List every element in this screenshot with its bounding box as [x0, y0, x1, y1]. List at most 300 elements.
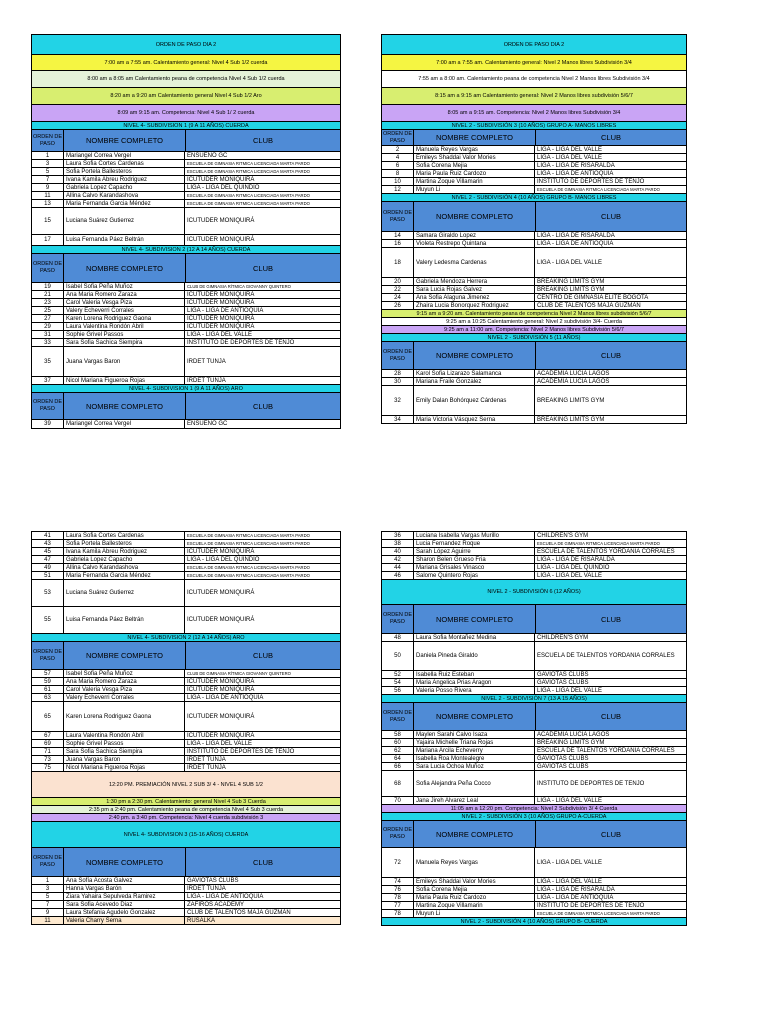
schedule-banner: 9:15 am a 9:20 am. Calentamiento peana de competencia Nivel 2 Manos libres subdivisión 5/6/7	[381, 309, 687, 317]
table-row	[31, 191, 341, 199]
club-cell: LIGA - LIGA DEL VALLE	[187, 331, 253, 338]
club-cell: LIGA - LIGA DEL VALLE	[537, 154, 603, 161]
order-cell: 78	[382, 910, 414, 917]
club-cell: ICUTUDER MONIQUIRÁ	[187, 299, 255, 306]
table-row	[381, 185, 687, 193]
table-row	[31, 731, 341, 739]
table-row	[381, 901, 687, 909]
club-cell: ESCUELA DE GIMNASIA RITMICA LICENCIADA MARTA PARDO	[537, 911, 660, 916]
table-row	[31, 739, 341, 747]
column-header-row	[31, 847, 341, 876]
order-cell: 31	[32, 331, 64, 338]
schedule-banner: 7:55 am a 8:00 am. Calentamiento peana de competencia Nivel 2 Manos libres Subdivisión 3/4	[381, 70, 687, 87]
name-cell: Mariangel Correa Vergel	[64, 420, 185, 428]
table-row	[381, 571, 687, 579]
table-bottom-border	[381, 423, 687, 424]
club-header: CLUB	[252, 651, 273, 660]
club-cell: LIGA - LIGA DEL VALLE	[187, 740, 253, 747]
table-row	[31, 547, 341, 555]
column-header-row	[31, 392, 341, 419]
table-row	[31, 763, 341, 771]
table-row	[381, 239, 687, 247]
club-cell: ENSUEÑO GC	[187, 152, 228, 159]
table-row	[31, 685, 341, 693]
order-cell: 40	[382, 548, 414, 555]
schedule-banner: 9:25 am a 11:00 am. Competencia: Nivel 2 Manos libres Subdivisión 5/6/7	[381, 325, 687, 333]
club-cell: GAVIOTAS CLUBS	[537, 755, 589, 762]
club-cell: CENTRO DE GIMNASIA ELITE BOGOTA	[537, 294, 649, 301]
order-cell: 67	[32, 732, 64, 739]
order-cell: 7	[32, 901, 64, 908]
name-header: NOMBRE COMPLETO	[414, 202, 536, 231]
name-cell: Sarah López Aguirre	[414, 548, 535, 555]
table-row	[31, 322, 341, 330]
table-row	[381, 293, 687, 301]
order-cell: 9	[32, 909, 64, 916]
club-cell: BREAKING LIMITS GYM	[537, 397, 605, 404]
club-cell: ESCUELA DE GIMNASIA RITMICA LICENCIADA MARTA PARDO	[187, 193, 310, 198]
order-cell: 48	[382, 634, 414, 641]
club-cell: LIGA - LIGA DE ANTIOQUIA	[187, 307, 264, 314]
order-cell: 61	[32, 686, 64, 693]
table-row	[381, 686, 687, 694]
order-cell: 65	[32, 702, 64, 731]
club-cell: ACADEMIA LUCIA LAGOS	[537, 731, 610, 738]
order-cell: 38	[382, 540, 414, 547]
table-row	[381, 754, 687, 762]
order-cell: 17	[32, 235, 64, 245]
table-row	[31, 892, 341, 900]
schedule-banner: NIVEL 2 - SUBDIVISIÓN 4 (10 AÑOS) GRUPO B- CUERDA	[381, 917, 687, 925]
name-cell: Sara Sofia Acevedo Diaz	[64, 901, 185, 908]
club-cell: LIGA - LIGA DEL VALLE	[537, 878, 603, 885]
table-row	[381, 161, 687, 169]
order-header: ORDEN DE PASO	[382, 605, 414, 633]
order-cell: 44	[382, 564, 414, 571]
order-cell: 66	[382, 763, 414, 770]
order-header: ORDEN DE PASO	[382, 821, 414, 847]
order-header: ORDEN DE PASO	[382, 703, 414, 730]
order-cell: 20	[382, 278, 414, 285]
order-cell: 27	[32, 315, 64, 322]
table-row	[381, 847, 687, 877]
order-cell: 2	[382, 146, 414, 153]
name-cell: Ana Sofía Acosta Galvez	[64, 877, 185, 884]
club-cell: ZAFIROS ACADEMY	[187, 901, 245, 908]
table-row	[381, 415, 687, 423]
club-cell: ACADEMIA LUCIA LAGOS	[537, 370, 610, 377]
name-header: NOMBRE COMPLETO	[414, 130, 536, 145]
club-cell: IRDET TUNJA	[187, 377, 226, 384]
column-header-row	[381, 604, 687, 633]
table-row	[31, 701, 341, 731]
name-cell: Sara Sofia Sachica Siempira	[64, 748, 185, 755]
table-row	[31, 234, 341, 245]
table-row	[31, 183, 341, 191]
order-cell: 35	[32, 347, 64, 376]
order-cell: 77	[382, 902, 414, 909]
club-header: CLUB	[600, 212, 621, 221]
order-cell: 41	[32, 532, 64, 539]
table-row	[31, 884, 341, 892]
table-row	[31, 531, 341, 539]
table-row	[381, 746, 687, 754]
club-cell: INSTITUTO DE DEPORTES DE TENJO	[537, 780, 645, 787]
club-header: CLUB	[600, 351, 621, 360]
name-cell: Sharon Belen Grueso Fria	[414, 556, 535, 563]
club-cell: ICUTUDER MONIQUIRÁ	[187, 732, 255, 739]
table-row	[31, 755, 341, 763]
table-row	[31, 314, 341, 322]
name-cell: Maria Paula Ruiz Cardozo	[414, 894, 535, 901]
order-cell: 1	[32, 152, 64, 159]
club-header: CLUB	[252, 136, 273, 145]
order-header: ORDEN DE PASO	[382, 342, 414, 369]
order-cell: 25	[32, 307, 64, 314]
order-cell: 10	[382, 178, 414, 185]
club-cell: GAVIOTAS CLUBS	[537, 679, 589, 686]
name-cell: Valeria Posso Rivera	[414, 687, 535, 694]
order-cell: 69	[32, 740, 64, 747]
club-cell: ICUTUDER MONIQUIRÁ	[187, 548, 255, 555]
table-row	[381, 877, 687, 885]
table-row	[381, 547, 687, 555]
club-cell: LIGA - LIGA DEL VALLE	[537, 687, 603, 694]
order-cell: 5	[32, 168, 64, 175]
name-cell: Zhaira Lucia Bonorquez Rodriguez	[414, 302, 535, 309]
name-cell: Muyun Li	[414, 186, 535, 193]
column-header-row	[381, 129, 687, 145]
club-cell: IRDET TUNJA	[187, 764, 226, 771]
name-cell: Juana Vargas Baron	[64, 756, 185, 763]
name-cell: Muyun Li	[414, 910, 535, 917]
table-row	[381, 247, 687, 277]
club-cell: INSTITUTO DE DEPORTES DE TENJO	[537, 902, 645, 909]
order-cell: 3	[32, 160, 64, 167]
name-cell: Sophie Grivel Passos	[64, 331, 185, 338]
order-cell: 72	[382, 848, 414, 877]
name-cell: Luciana Suárez Gutierrez	[64, 208, 185, 234]
order-cell: 76	[382, 886, 414, 893]
club-header: CLUB	[600, 712, 621, 721]
table-row	[31, 555, 341, 563]
club-cell: LIGA - LIGA DEL VALLE	[537, 859, 603, 866]
name-header: NOMBRE COMPLETO	[64, 848, 186, 876]
name-cell: Luciana Suárez Gutierrez	[64, 580, 185, 606]
table-row	[381, 169, 687, 177]
club-cell: ESCUELA DE GIMNASIA RITMICA LICENCIADA MARTA PARDO	[187, 201, 310, 206]
order-header: ORDEN DE PASO	[382, 202, 414, 231]
table-row	[381, 555, 687, 563]
table-row	[381, 153, 687, 161]
order-cell: 58	[382, 731, 414, 738]
club-cell: IRDET TUNJA	[187, 358, 226, 365]
order-cell: 50	[382, 642, 414, 670]
name-cell: Sofia Corena Mejia	[414, 886, 535, 893]
name-cell: Maylen Sarahi Calvo Isaza	[414, 731, 535, 738]
name-cell: Nicol Mariana Figueroa Rojas	[64, 377, 185, 384]
club-cell: ESCUELA DE GIMNASIA RITMICA LICENCIADA MARTA PARDO	[187, 161, 310, 166]
order-cell: 68	[382, 771, 414, 796]
schedule-banner: 8:05 am a 9:15 am. Competencia: Nivel 2 Manos libres Subdivisión 3/4	[381, 104, 687, 121]
table-row	[381, 177, 687, 185]
table-row	[31, 338, 341, 346]
name-cell: Isabel Sofia Peña Muñoz	[64, 670, 185, 677]
order-cell: 22	[382, 286, 414, 293]
name-cell: Laura Valentina Rondón Abril	[64, 732, 185, 739]
schedule-banner: 8:20 am a 9:20 am Calentamiento general Nivel 4 Sub 1/2 Aro	[31, 87, 341, 104]
club-cell: ESCUELA DE GIMNASIA RITMICA LICENCIADA MARTA PARDO	[187, 541, 310, 546]
order-cell: 75	[32, 764, 64, 771]
name-cell: Mariana Fraile Gonzalez	[414, 378, 535, 385]
name-cell: Laura Sofia Cortes Cardenas	[64, 532, 185, 539]
name-cell: Gabriela Lopez Capacho	[64, 556, 185, 563]
table-row	[381, 893, 687, 901]
table-row	[31, 579, 341, 606]
name-cell: Maria Angelica Prias Aragon	[414, 679, 535, 686]
order-cell: 8	[382, 170, 414, 177]
order-cell: 73	[32, 756, 64, 763]
name-cell: Maria Victoria Vásquez Serna	[414, 416, 535, 423]
club-cell: ESCUELA DE TALENTOS YORDANIA CORRALES	[537, 747, 675, 754]
name-cell: Sara Lucia Ochoa Muñoz	[414, 763, 535, 770]
order-cell: 37	[32, 377, 64, 384]
order-cell: 39	[32, 420, 64, 428]
name-cell: Valeria Charry Serna	[64, 917, 185, 924]
schedule-banner: NIVEL 2 - SUBDIVISIÓN 3 (10 AÑOS) GRUPO A-CUERDA	[381, 812, 687, 820]
club-cell: CLUB DE GIMNASIA RÍTMICA GIOVANNY QUINTERO	[187, 671, 291, 676]
table-row	[31, 290, 341, 298]
schedule-banner: 11:05 am a 12:20 pm. Competencia: Nivel 2 Subdivisión 3/ 4 Cuerda	[381, 804, 687, 812]
column-header-row	[381, 702, 687, 730]
club-cell: LIGA - LIGA DE ANTIOQUIA	[537, 170, 614, 177]
table-row	[381, 762, 687, 770]
name-cell: Mariana Grisales Vinasco	[414, 564, 535, 571]
table-row	[381, 670, 687, 678]
table-row	[31, 306, 341, 314]
table-row	[381, 231, 687, 239]
club-cell: BREAKING LIMITS GYM	[537, 286, 605, 293]
order-cell: 71	[32, 748, 64, 755]
name-cell: Allina Calvo Karandashova	[64, 564, 185, 571]
table-row	[31, 282, 341, 290]
order-cell: 45	[32, 548, 64, 555]
club-cell: BREAKING LIMITS GYM	[537, 739, 605, 746]
club-cell: LIGA - LIGA DE ANTIOQUIA	[537, 894, 614, 901]
table-row	[31, 330, 341, 338]
club-cell: GAVIOTAS CLUBS	[537, 763, 589, 770]
name-cell: Yajaira Michelle Triana Rojas	[414, 739, 535, 746]
name-cell: Carol Valeria Vesga Piza	[64, 299, 185, 306]
order-cell: 11	[32, 917, 64, 924]
name-cell: Emileys Shaddai Valor Mories	[414, 878, 535, 885]
order-cell: 26	[382, 302, 414, 309]
club-cell: LIGA - LIGA DEL VALLE	[537, 797, 603, 804]
club-cell: LIGA - LIGA DE RISARALDA	[537, 232, 615, 239]
name-header: NOMBRE COMPLETO	[64, 642, 186, 669]
table-row	[381, 285, 687, 293]
club-cell: ICUTUDER MONIQUIRÁ	[187, 678, 255, 685]
name-cell: Ana Sofia Alaguna Jimenez	[414, 294, 535, 301]
table-row	[381, 539, 687, 547]
schedule-banner: NIVEL 2 - SUBDIVISIÓN 3 (10 AÑOS) GRUPO A- MANOS LIBRES	[381, 121, 687, 129]
name-cell: Martina Zoque Villamarin	[414, 902, 535, 909]
name-cell: Isabella Ruiz Esteban	[414, 671, 535, 678]
order-cell: 33	[32, 339, 64, 346]
table-row	[31, 419, 341, 428]
order-cell: 13	[32, 200, 64, 207]
name-cell: Nicol Mariana Figueroa Rojas	[64, 764, 185, 771]
name-cell: Emileys Shaddai Valor Mories	[414, 154, 535, 161]
order-cell: 3	[32, 885, 64, 892]
order-cell: 15	[32, 208, 64, 234]
name-cell: Isabel Sofia Peña Muñoz	[64, 283, 185, 290]
club-cell: IRDET TUNJA	[187, 756, 226, 763]
order-cell: 52	[382, 671, 414, 678]
schedule-banner: NIVEL 4- SUBDIVISION 1 (9 A 11 AÑOS) ARO	[31, 384, 341, 392]
table-row	[381, 563, 687, 571]
table-row	[381, 301, 687, 309]
name-header: NOMBRE COMPLETO	[414, 342, 536, 369]
club-cell: LIGA - LIGA DEL QUINDIO	[187, 184, 260, 191]
table-row	[381, 770, 687, 796]
name-cell: Sophie Grivel Passos	[64, 740, 185, 747]
name-cell: Ivana Kamila Abreu Rodriguez	[64, 548, 185, 555]
club-cell: LIGA - LIGA DE ANTIOQUIA	[537, 240, 614, 247]
schedule-banner: 2:35 pm a 2:40 pm. Calentamiento peana de competencia Nivel 4 Sub 3 cuerda	[31, 805, 341, 813]
order-cell: 51	[32, 572, 64, 579]
order-cell: 5	[32, 893, 64, 900]
table-row	[31, 876, 341, 884]
name-cell: Manuela Reyes Vargas	[414, 848, 535, 877]
club-cell: ICUTUDER MONIQUIRÁ	[187, 686, 255, 693]
name-cell: Gabriela Lopez Capacho	[64, 184, 185, 191]
club-cell: ACADEMIA LUCIA LAGOS	[537, 378, 610, 385]
club-cell: LIGA - LIGA DE RISARALDA	[537, 556, 615, 563]
name-cell: Daniela Pineda Giraldo	[414, 642, 535, 670]
table-row	[31, 151, 341, 159]
club-cell: INSTITUTO DE DEPORTES DE TENJO	[187, 748, 295, 755]
club-cell: LIGA - LIGA DE RISARALDA	[537, 162, 615, 169]
table-row	[381, 678, 687, 686]
column-header-row	[381, 820, 687, 847]
name-cell: Mariangel Correa Vergel	[64, 152, 185, 159]
order-cell: 30	[382, 378, 414, 385]
table-row	[31, 747, 341, 755]
schedule-banner: 1:30 pm a 2:30 pm. Calentamiento: general Nivel 4 Sub 3 Cuerda	[31, 797, 341, 805]
club-cell: ESCUELA DE GIMNASIA RITMICA LICENCIADA MARTA PARDO	[537, 541, 660, 546]
table-row	[31, 916, 341, 924]
name-header: NOMBRE COMPLETO	[414, 703, 536, 730]
order-cell: 57	[32, 670, 64, 677]
table-row	[381, 633, 687, 641]
order-cell: 74	[382, 878, 414, 885]
order-cell: 78	[382, 894, 414, 901]
name-cell: Luciana Isabella Vargas Murillo	[414, 532, 535, 539]
table-row	[381, 377, 687, 385]
name-cell: Laura Sofia Cortes Cardenas	[64, 160, 185, 167]
club-cell: ICUTUDER MONIQUIRÁ	[187, 590, 255, 596]
order-cell: 11	[32, 192, 64, 199]
club-cell: ENSUEÑO GC	[187, 421, 228, 427]
club-cell: RUSALKA	[187, 917, 216, 924]
table-row	[31, 376, 341, 384]
schedule-banner: NIVEL 4- SUBDIVISION 1 (9 A 11 AÑOS) CUERDA	[31, 121, 341, 129]
club-cell: CHILDREN'S GYM	[537, 532, 589, 539]
table-row	[31, 346, 341, 376]
club-cell: ESCUELA DE GIMNASIA RITMICA LICENCIADA MARTA PARDO	[187, 573, 310, 578]
club-cell: LIGA - LIGA DEL QUINDIO	[187, 556, 260, 563]
name-cell: Ana Maria Romero Zaraza	[64, 291, 185, 298]
order-cell: 6	[382, 162, 414, 169]
name-cell: Jana Jireh Alvarez Leal	[414, 797, 535, 804]
name-cell: Sofia Corena Mejia	[414, 162, 535, 169]
name-cell: Martina Zoque Villamarin	[414, 178, 535, 185]
name-cell: Juana Vargas Baron	[64, 347, 185, 376]
table-row	[31, 677, 341, 685]
schedule-banner: 9:25 am a 10:25 Calentamiento general: Nivel 2 subdivisión 3/4- Cuerda	[381, 317, 687, 325]
schedule-banner: 7:00 am a 7:55 am. Calentamiento general: Nivel 4 Sub 1/2 cuerda	[31, 54, 341, 70]
schedule-banner: NIVEL 4- SUBDIVISION 2 (12 A 14 AÑOS) ARO	[31, 633, 341, 641]
club-cell: ESCUELA DE TALENTOS YORDANIA CORRALES	[537, 653, 675, 659]
club-header: CLUB	[252, 857, 273, 867]
name-cell: Sofia Portela Ballesteros	[64, 168, 185, 175]
table-row	[31, 563, 341, 571]
schedule-banner: NIVEL 2 - SUBDIVISIÓN 6 (12 AÑOS)	[381, 579, 687, 604]
name-cell: Sofia Alejandra Peña Cocco	[414, 771, 535, 796]
table-row	[31, 693, 341, 701]
order-cell: 16	[382, 240, 414, 247]
name-cell: Sara Sofia Sachica Siempira	[64, 339, 185, 346]
name-cell: Ziara Yahaira Sepulveda Ramirez	[64, 893, 185, 900]
name-cell: Maria Fernanda Garcia Méndez	[64, 572, 185, 579]
name-cell: Sara Lucia Rojas Galvez	[414, 286, 535, 293]
column-header-row	[31, 253, 341, 282]
name-cell: Mariana Arcila Echeverry	[414, 747, 535, 754]
order-cell: 19	[32, 283, 64, 290]
club-header: CLUB	[600, 614, 621, 624]
table-bottom-border	[31, 428, 341, 429]
name-header: NOMBRE COMPLETO	[414, 605, 536, 633]
table-row	[31, 207, 341, 234]
club-cell: CHILDREN'S GYM	[537, 634, 589, 641]
club-cell: ICUTUDER MONIQUIRÁ	[187, 291, 255, 298]
name-cell: Valery Echeverri Corrales	[64, 694, 185, 701]
name-cell: Ivana Kamila Abreu Rodriguez	[64, 176, 185, 183]
club-cell: CLUB DE TALENTOS MAJA GUZMÁN	[537, 302, 641, 309]
club-cell: LIGA - LIGA DE ANTIOQUIA	[187, 694, 264, 701]
name-cell: Maria Paula Ruiz Cardozo	[414, 170, 535, 177]
club-cell: LIGA - LIGA DEL VALLE	[537, 146, 603, 153]
order-header: ORDEN DE PASO	[32, 254, 64, 282]
order-cell: 55	[32, 607, 64, 633]
name-cell: Manuela Reyes Vargas	[414, 146, 535, 153]
order-header: ORDEN DE PASO	[32, 130, 64, 151]
column-header-row	[381, 341, 687, 369]
name-cell: Luisa Fernanda Páez Beltrán	[64, 235, 185, 245]
name-cell: Samara Giraldo Lopez	[414, 232, 535, 239]
table-row	[381, 369, 687, 377]
order-header: ORDEN DE PASO	[382, 130, 413, 144]
club-cell: ICUTUDER MONIQUIRÁ	[187, 315, 255, 322]
order-cell: 36	[382, 532, 414, 539]
club-cell: ICUTUDER MONIQUIRÁ	[187, 176, 255, 183]
schedule-banner: NIVEL 2 - SUBDIVISIÓN 5 (11 AÑOS)	[381, 333, 687, 341]
table-row	[31, 159, 341, 167]
order-cell: 24	[382, 294, 414, 301]
club-cell: INSTITUTO DE DEPORTES DE TENJO	[187, 339, 295, 346]
column-header-row	[31, 641, 341, 669]
